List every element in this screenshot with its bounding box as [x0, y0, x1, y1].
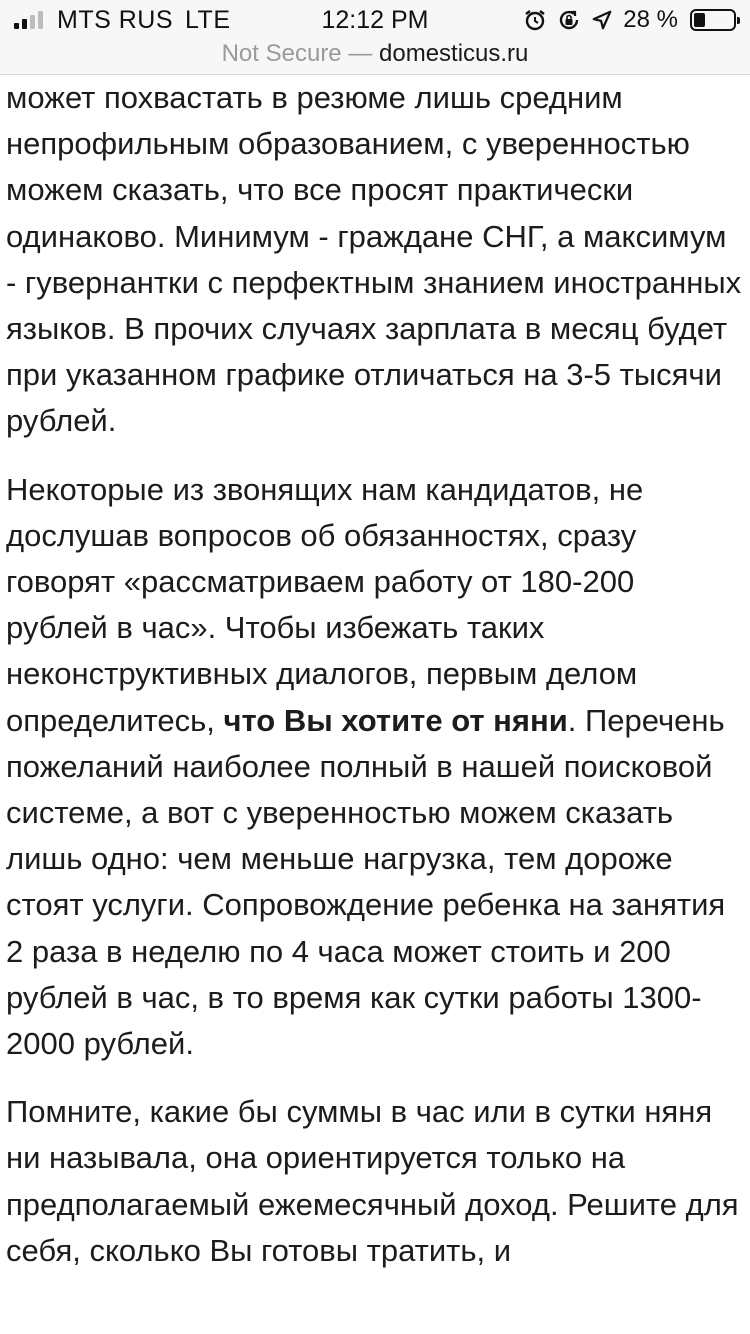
url-domain[interactable]: domesticus.ru	[379, 40, 529, 67]
paragraph-2-text-a: Некоторые из звонящих нам кандидатов, не дослушав вопросов об обязанностях, сразу говорят «рассматриваем работу от 180-200 рублей в час». Чтобы избежать таких неконструктивных диалогов, первым делом определитесь,	[6, 471, 644, 738]
network-type: LTE	[185, 5, 231, 34]
article-paragraph-1: может похвастать в резюме лишь средним непрофильным образованием, с уверенностью можем сказать, что все просят практически одинаково. Минимум - граждане СНГ, а максимум - гувернантки с перфектным знанием иностранных языков. В прочих случаях зарплата в месяц будет при указанном графике отличаться на 3-5 тысячи рублей.	[6, 80, 742, 439]
status-right	[523, 6, 736, 34]
location-icon	[591, 9, 613, 31]
status-bar	[0, 0, 750, 40]
paragraph-2-emphasis: что Вы хотите от няни	[223, 702, 568, 738]
article-paragraph-2	[6, 467, 742, 1068]
url-separator: —	[348, 40, 373, 67]
battery-nub	[737, 17, 740, 24]
carrier-name: MTS RUS	[57, 5, 173, 34]
orientation-lock-icon	[557, 8, 581, 32]
battery-fill	[694, 13, 705, 27]
article-body	[6, 75, 742, 1296]
clock: 12:12 PM	[321, 6, 429, 34]
article-paragraph-3: Помните, какие бы суммы в час или в сутки няня ни называла, она ориентируется только на предполагаемый ежемесячный доход. Решите для себя, сколько Вы готовы тратить, и	[6, 1094, 739, 1268]
paragraph-2-text-b: . Перечень пожеланий наиболее полный в нашей поисковой системе, а вот с уверенностью можем сказать лишь одно: чем меньше нагрузка, тем дороже стоят услуги. Сопровождение ребенка на занятия 2 раза в неделю по 4 часа может стоить и 200 рублей в час, в то время как сутки работы 1300-2000 рублей.	[6, 702, 726, 1062]
alarm-icon	[523, 8, 547, 32]
address-bar[interactable]	[0, 40, 750, 75]
battery-percent: 28 %	[623, 6, 678, 33]
security-label: Not Secure	[221, 40, 342, 67]
battery-icon	[690, 9, 736, 31]
